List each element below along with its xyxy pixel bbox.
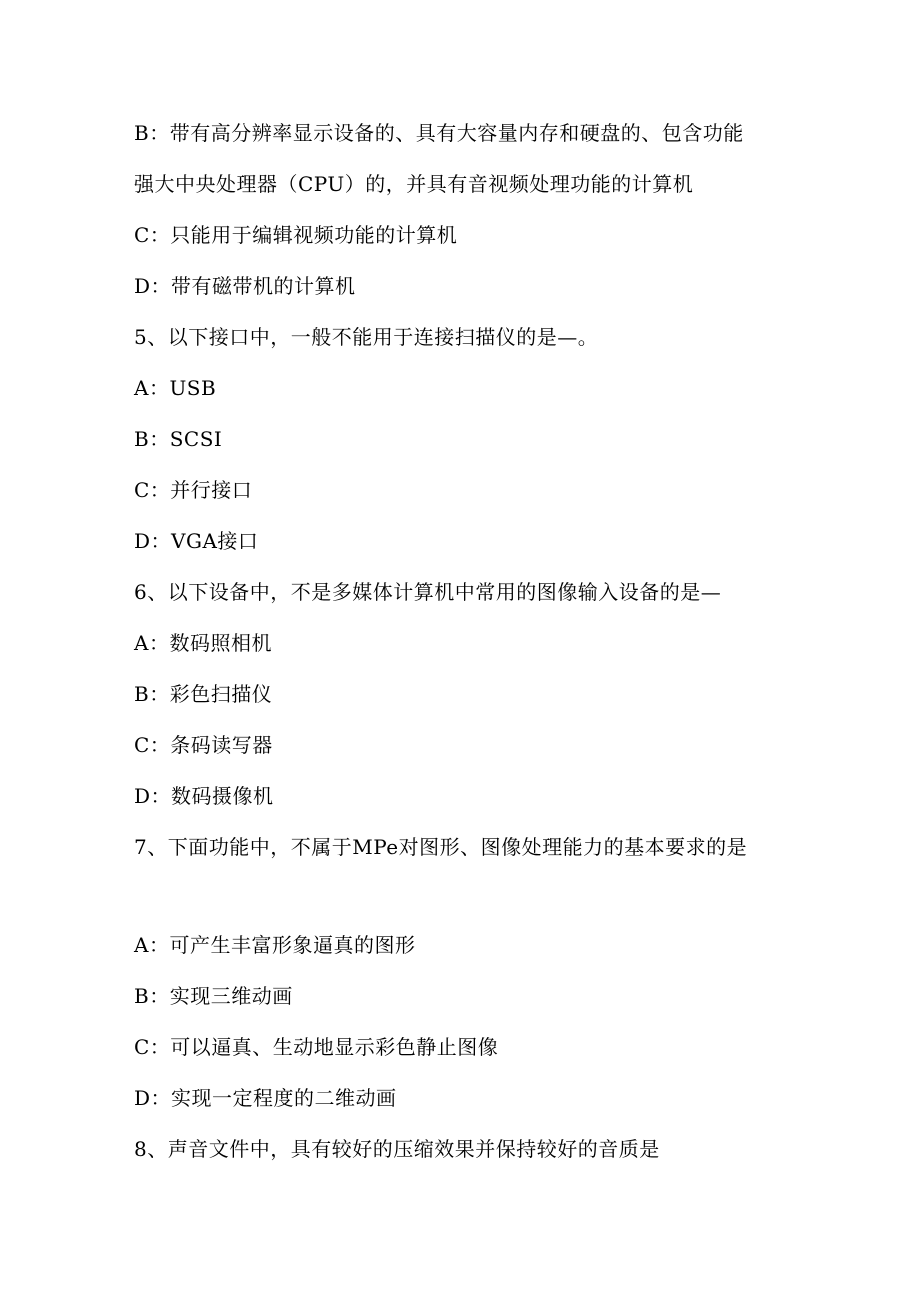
text-line: A：数码照相机 [134, 631, 272, 655]
text-line: C：条码读写器 [134, 733, 273, 757]
text-line: C：只能用于编辑视频功能的计算机 [134, 223, 458, 247]
text-line: C：并行接口 [134, 478, 253, 502]
question-line: 6、以下设备中，不是多媒体计算机中常用的图像输入设备的是— [134, 580, 722, 604]
text-line: B：彩色扫描仪 [134, 682, 273, 706]
question-line: 5、以下接口中，一般不能用于连接扫描仪的是—。 [134, 325, 599, 349]
text-line: B：带有高分辨率显示设备的、具有大容量内存和硬盘的、包含功能 [134, 121, 744, 145]
question-line: 8、声音文件中，具有较好的压缩效果并保持较好的音质是 [134, 1137, 660, 1161]
text-line: D：带有磁带机的计算机 [134, 274, 356, 298]
text-line: B：实现三维动画 [134, 984, 293, 1008]
text-line: D：数码摄像机 [134, 784, 274, 808]
text-line: A：USB [134, 376, 217, 400]
text-line: C：可以逼真、生动地显示彩色静止图像 [134, 1035, 499, 1059]
text-line: D：实现一定程度的二维动画 [134, 1086, 397, 1110]
text-line: D：VGA接口 [134, 529, 259, 553]
text-line: 强大中央处理器（CPU）的，并具有音视频处理功能的计算机 [134, 172, 694, 196]
question-line: 7、下面功能中，不属于MPe对图形、图像处理能力的基本要求的是 [134, 835, 748, 859]
text-line: B：SCSI [134, 427, 223, 451]
text-line: A：可产生丰富形象逼真的图形 [134, 933, 416, 957]
